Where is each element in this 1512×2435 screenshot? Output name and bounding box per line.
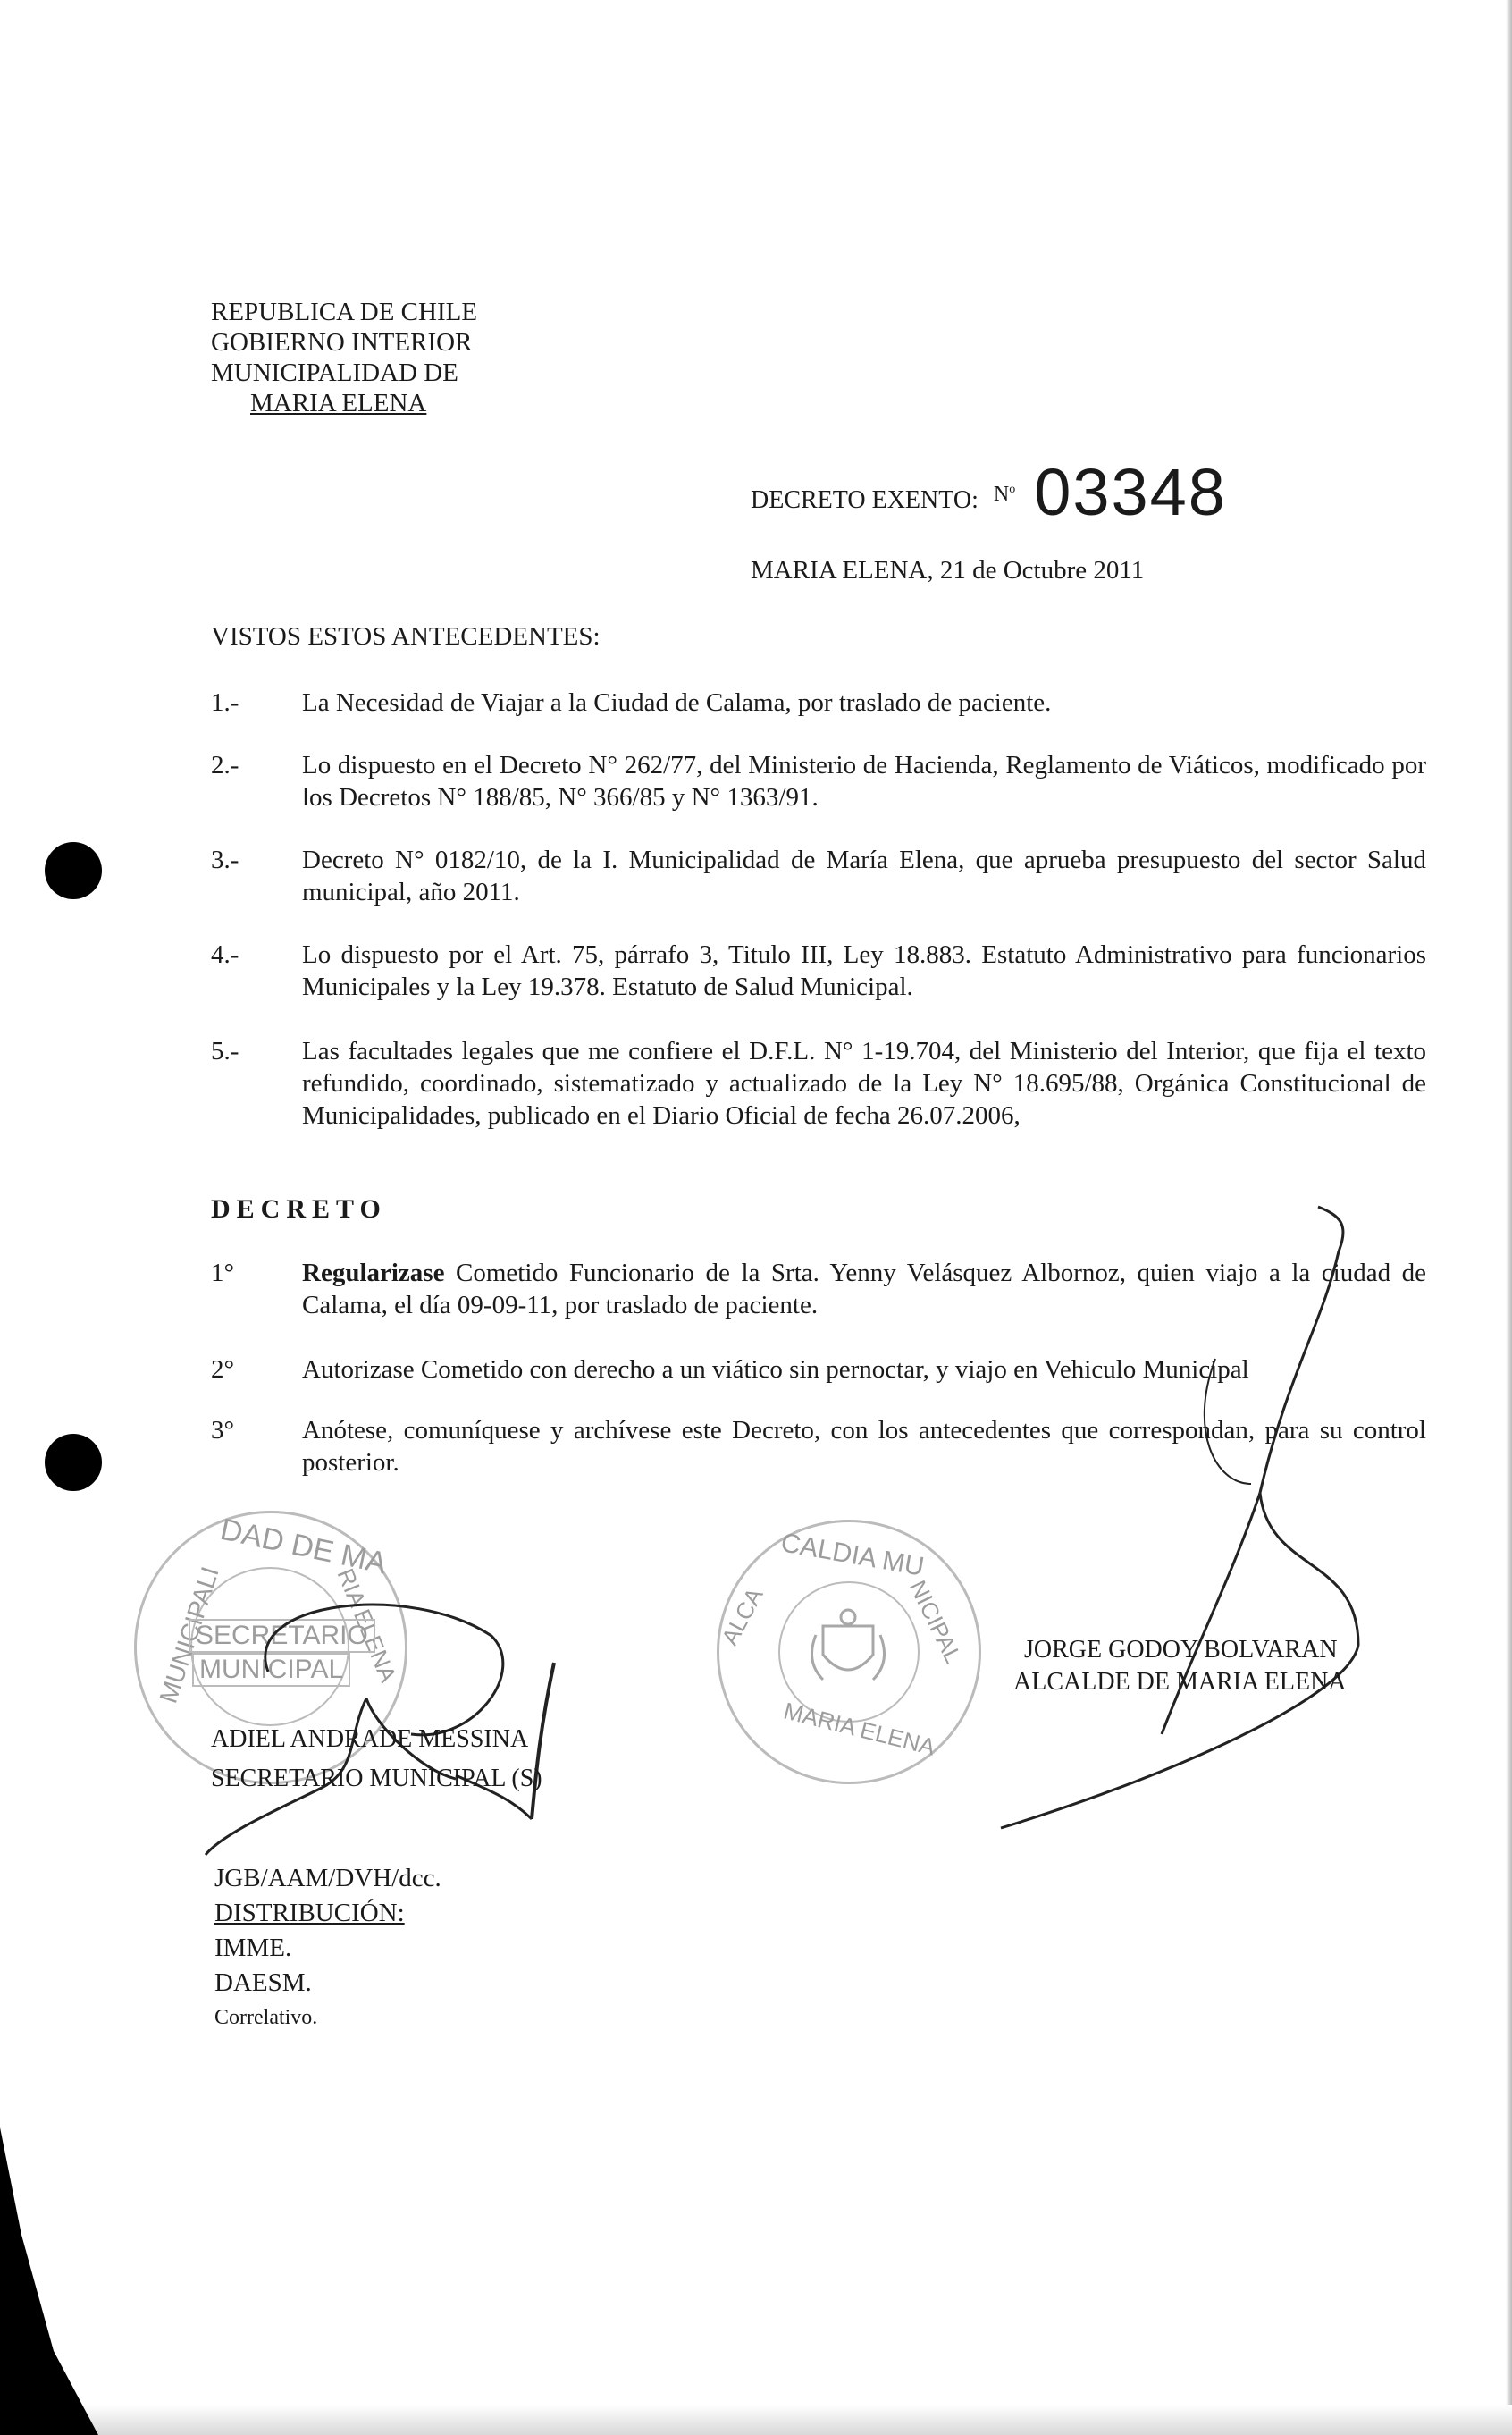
decree-number-prefix: $N^o$ [993, 483, 1016, 506]
secretary-stamp-ring-left: MUNICIPALI [154, 1563, 224, 1706]
decree-label: DECRETO EXENTO: [751, 486, 979, 514]
secretary-title: SECRETARIO MUNICIPAL (S) [211, 1765, 542, 1792]
punch-hole-bottom [45, 1434, 102, 1491]
decreto-item-bold: Regularizase [302, 1259, 445, 1287]
vistos-item-text: Decreto N° 0182/10, de la I. Municipalidad de María Elena, que aprueba presupuesto del sector Salud municipal, año 2011. [302, 846, 1426, 906]
decree-number: 03348 [1034, 455, 1227, 529]
mayor-stamp-ring-left: ALCA [716, 1583, 769, 1650]
footer [214, 1861, 441, 2035]
punch-hole-top [45, 842, 102, 899]
mayor-stamp-ring-right: NICIPAL [903, 1576, 968, 1668]
vistos-item [211, 939, 1426, 1003]
mayor-title: ALCALDE DE MARIA ELENA [1013, 1668, 1347, 1696]
vistos-item-number: 1.- [211, 688, 239, 717]
vistos-item [211, 687, 1426, 719]
letterhead-line-3: MUNICIPALIDAD DE [211, 358, 458, 387]
mayor-name: JORGE GODOY BOLVARAN [1024, 1636, 1338, 1664]
decreto-item-number: 1° [211, 1259, 235, 1287]
distribution-item: IMME. [214, 1934, 292, 1962]
secretary-signature [188, 1564, 599, 1868]
secretary-stamp-ring-right: RIA ELENA [332, 1564, 402, 1687]
vistos-item-text: Lo dispuesto en el Decreto N° 262/77, del Ministerio de Hacienda, Reglamento de Viáticos, modificado por los Decretos N° 188/85, N° 366/85 y N° 1363/91. [302, 751, 1426, 812]
scan-edge-right [1506, 0, 1512, 2435]
decreto-item-number: 3° [211, 1416, 235, 1445]
mayor-stamp-ring-bottom: MARIA ELENA [781, 1697, 938, 1761]
vistos-item-number: 3.- [211, 846, 239, 874]
scan-shadow-wedge [0, 2127, 125, 2435]
vistos-item-text: La Necesidad de Viajar a la Ciudad de Calama, por traslado de paciente. [302, 688, 1052, 717]
distribution-item: Correlativo. [214, 2006, 318, 2029]
letterhead-line-1: REPUBLICA DE CHILE [211, 298, 478, 326]
scan-edge-bottom [0, 2405, 1512, 2435]
decreto-title: DECRETO [211, 1194, 387, 1224]
vistos-item [211, 749, 1426, 813]
secretary-stamp-inner-line-1: SECRETARIO [189, 1619, 375, 1653]
coat-of-arms-icon [796, 1599, 900, 1703]
vistos-title: VISTOS ESTOS ANTECEDENTES: [211, 622, 601, 651]
footer-initials: JGB/AAM/DVH/dcc. [214, 1864, 441, 1892]
vistos-item-text: Lo dispuesto por el Art. 75, párrafo 3, Titulo III, Ley 18.883. Estatuto Administrativo para funcionarios Municipales y la Ley 19.378. Estatuto de Salud Municipal. [302, 940, 1426, 1001]
vistos-item-number: 2.- [211, 751, 239, 779]
secretary-name: ADIEL ANDRADE MESSINA [211, 1725, 529, 1753]
vistos-item-text: Las facultades legales que me confiere el D.F.L. N° 1-19.704, del Ministerio del Interior, que fija el texto refundido, coordinado, sistematizado y actualizado de la Ley N° 18.695/88, Orgánica Constitucional de Municipalidades, publicado en el Diario Oficial de fecha 26.07.2006, [302, 1037, 1426, 1130]
vistos-item-number: 5.- [211, 1037, 239, 1066]
distribution-item: DAESM. [214, 1968, 312, 1997]
decreto-item-number: 2° [211, 1355, 235, 1384]
mayor-stamp [717, 1520, 981, 1784]
secretary-stamp-inner-line-2: MUNICIPAL [192, 1653, 350, 1687]
mayor-stamp-ring-top: CALDIA MU [778, 1528, 927, 1582]
mayor-signature [983, 1198, 1412, 1841]
letterhead-line-2: GOBIERNO INTERIOR [211, 328, 473, 357]
letterhead-line-4: MARIA ELENA [250, 389, 427, 417]
place-date: MARIA ELENA, 21 de Octubre 2011 [751, 556, 1145, 585]
decreto-item-text: Autorizase Cometido con derecho a un viático sin pernoctar, y viajo en Vehiculo Municipal [302, 1355, 1249, 1384]
vistos-item-number: 4.- [211, 940, 239, 969]
distribution-title: DISTRIBUCIÓN: [214, 1899, 405, 1927]
letterhead [211, 297, 477, 418]
decreto-item-body: Cometido Funcionario de la Srta. Yenny Velásquez Albornoz, quien viajo a la ciudad de Calama, el día 09-09-11, por traslado de paciente. [302, 1259, 1426, 1319]
decree-number-line [751, 454, 1227, 530]
vistos-item [211, 1035, 1426, 1132]
secretary-stamp-ring-top: DAD DE MA [217, 1512, 390, 1581]
decreto-item-text: Anótese, comuníquese y archívese este Decreto, con los antecedentes que correspondan, para su control posterior. [302, 1416, 1426, 1477]
vistos-item [211, 844, 1426, 908]
